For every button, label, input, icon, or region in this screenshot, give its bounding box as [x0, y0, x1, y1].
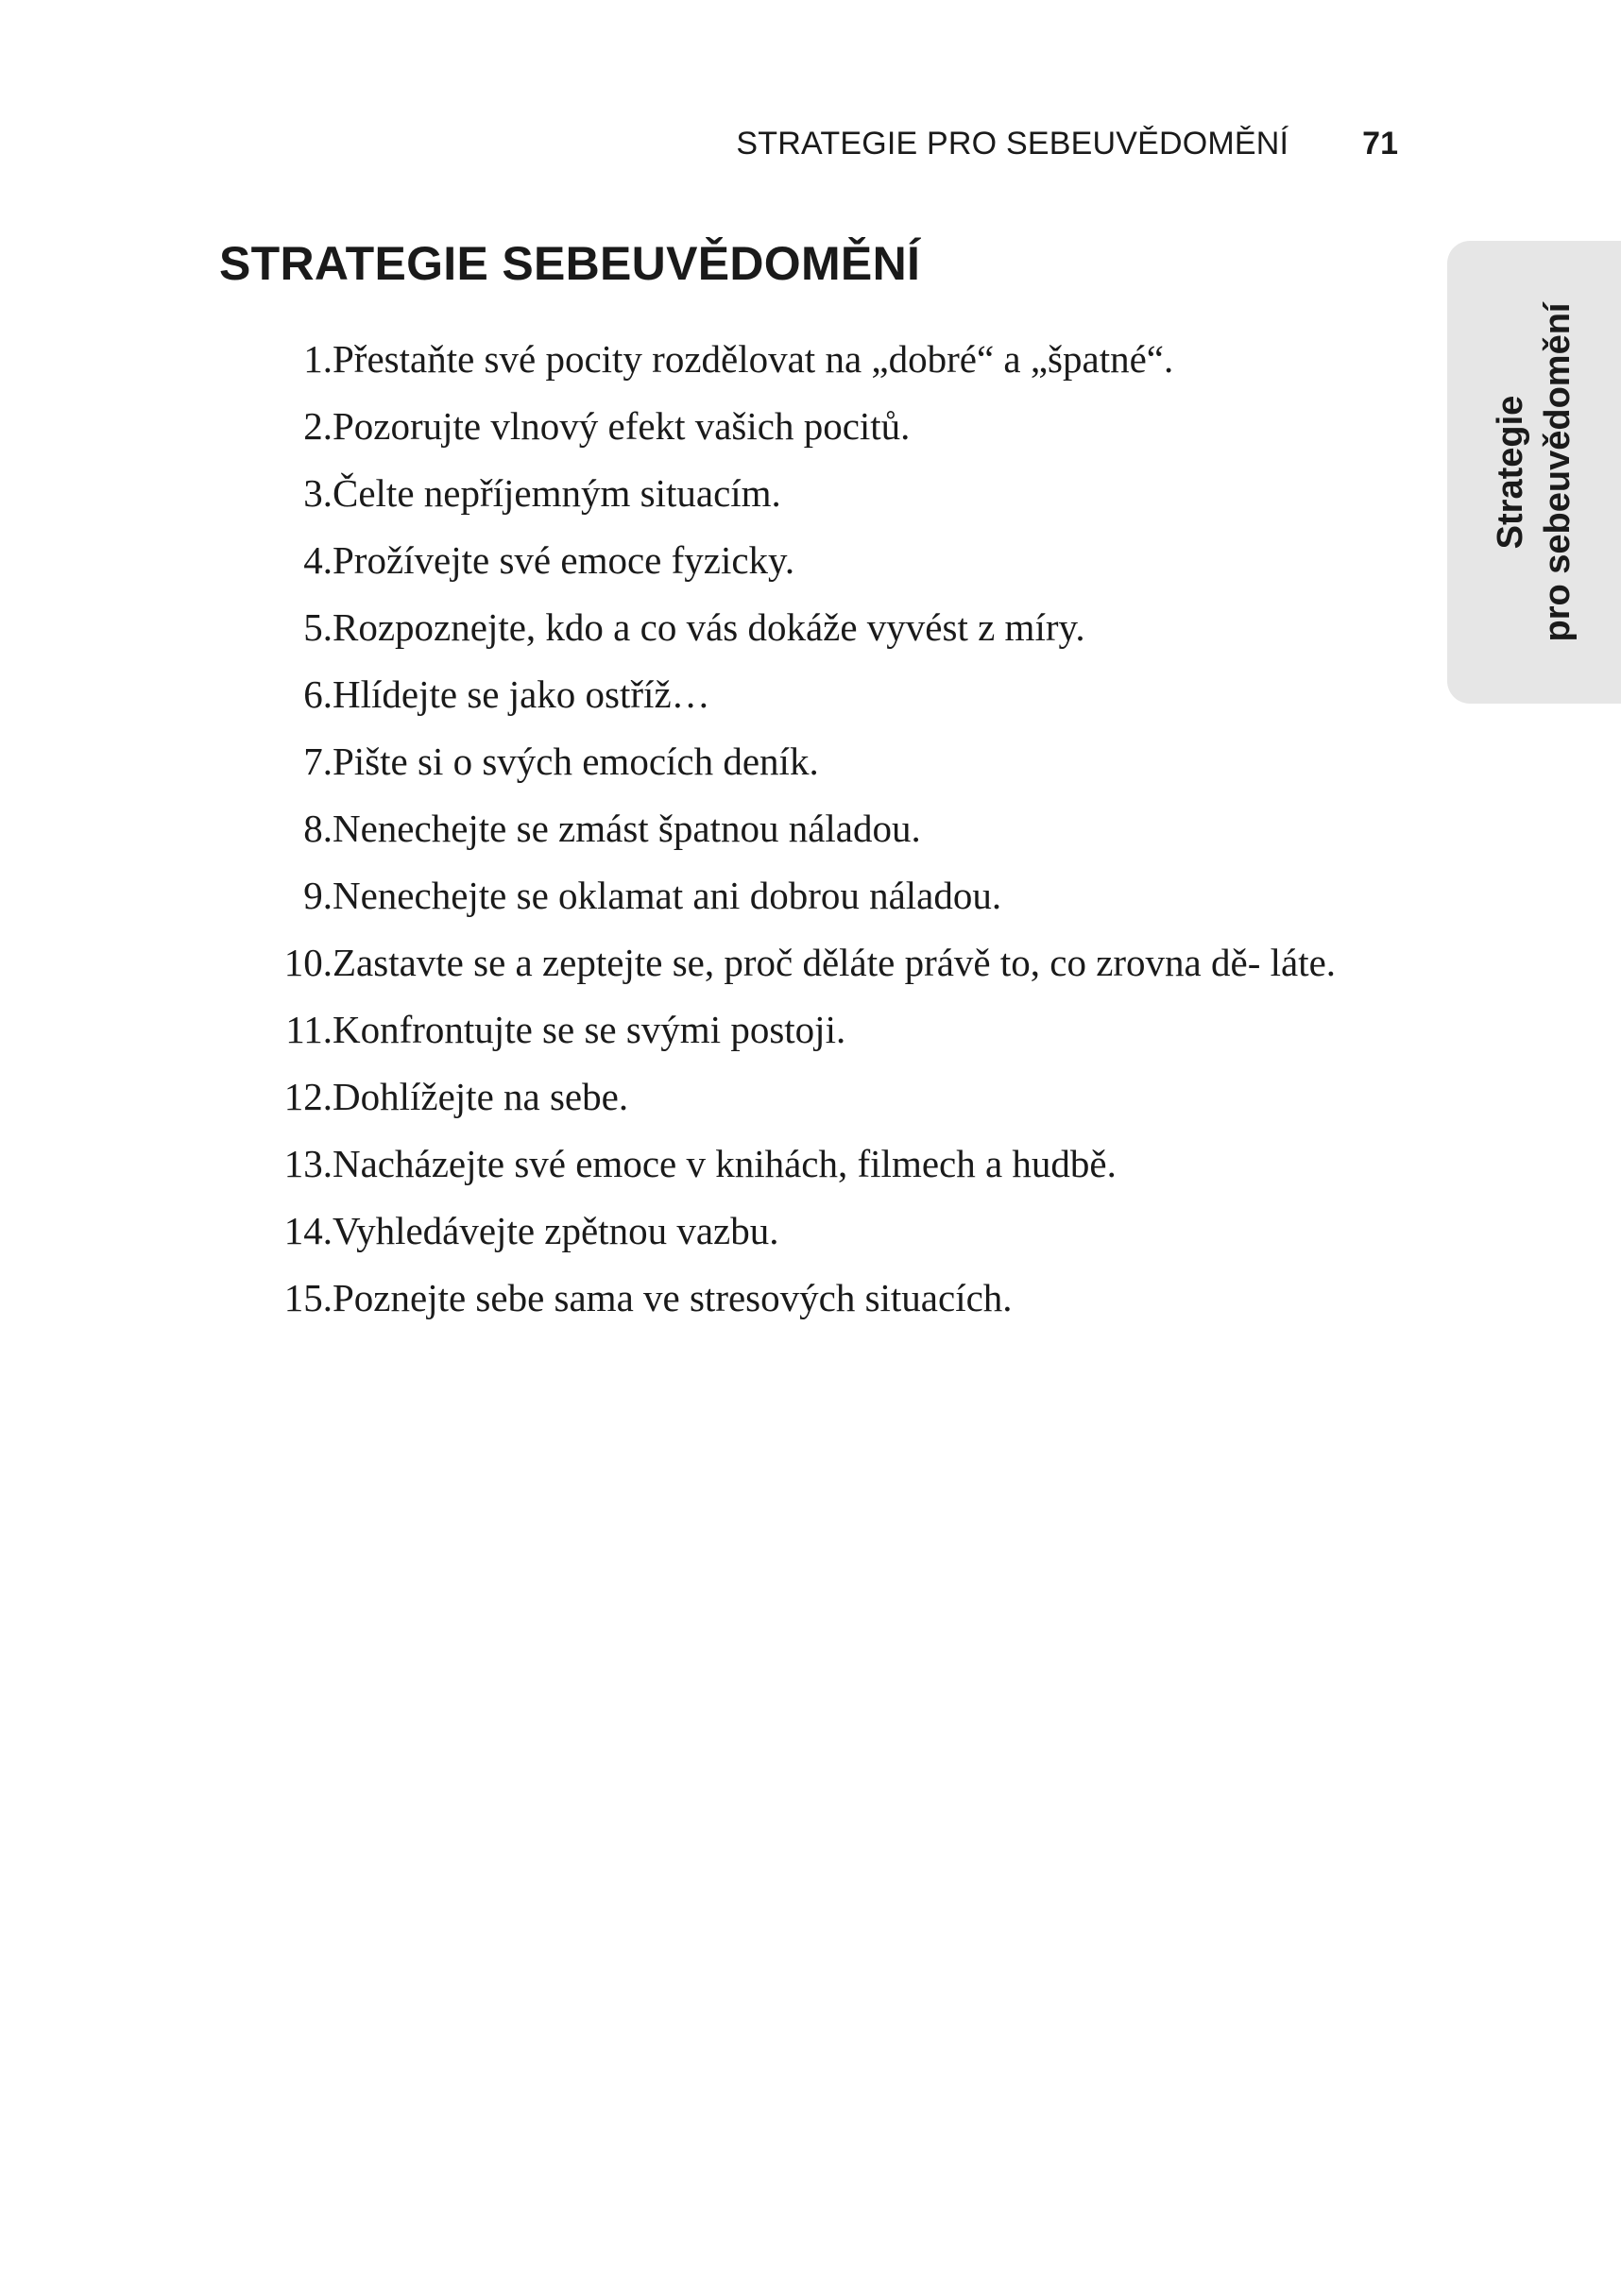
running-header — [661, 126, 1398, 173]
item-number: 3. — [303, 471, 333, 515]
item-number: 2. — [303, 404, 333, 448]
item-text: Rozpoznejte, kdo a co vás dokáže vyvést z míry. — [333, 605, 1085, 649]
list-item — [264, 594, 1389, 661]
item-number: 6. — [303, 672, 333, 716]
item-text: Pozorujte vlnový efekt vašich pocitů. — [333, 404, 911, 448]
item-text: Přestaňte své pocity rozdělovat na „dobré“ a „špatné“. — [333, 337, 1174, 381]
item-text: Prožívejte své emoce fyzicky. — [333, 538, 795, 582]
item-text: Čelte nepříjemným situacím. — [333, 471, 781, 515]
list-item — [264, 728, 1389, 795]
list-item — [264, 1063, 1389, 1131]
list-item — [264, 527, 1389, 594]
section-heading: STRATEGIE SEBEUVĚDOMĚNÍ — [219, 237, 921, 290]
item-text: Nacházejte své emoce v knihách, filmech a hudbě. — [333, 1142, 1117, 1185]
list-item — [264, 326, 1389, 393]
list-item — [264, 393, 1389, 460]
item-number: 8. — [303, 807, 333, 850]
side-tab-line-2: pro sebeuvědomění — [1538, 302, 1578, 642]
list-item — [264, 929, 1389, 996]
item-text: Nenechejte se zmást špatnou náladou. — [333, 807, 921, 850]
list-item — [264, 1131, 1389, 1198]
running-title: STRATEGIE PRO SEBEUVĚDOMĚNÍ — [736, 126, 1289, 162]
item-text: Pište si o svých emocích deník. — [333, 740, 819, 783]
item-text: Dohlížejte na sebe. — [333, 1075, 629, 1118]
side-tab-line-1: Strategie — [1491, 395, 1530, 550]
list-item — [264, 1198, 1389, 1265]
item-text: Zastavte se a zeptejte se, proč děláte právě to, co zrovna dě- láte. — [333, 941, 1337, 984]
list-item — [264, 862, 1389, 929]
item-text: Vyhledávejte zpětnou vazbu. — [333, 1209, 779, 1252]
item-number: 5. — [303, 605, 333, 649]
item-text: Poznejte sebe sama ve stresových situacích. — [333, 1276, 1013, 1319]
item-text: Hlídejte se jako ostříž… — [333, 672, 710, 716]
item-number: 12. — [283, 1075, 333, 1118]
item-text: Konfrontujte se se svými postoji. — [333, 1008, 846, 1051]
side-tab-text — [1487, 241, 1581, 704]
item-number: 15. — [283, 1276, 333, 1319]
list-item — [264, 1265, 1389, 1332]
page-number: 71 — [1362, 126, 1398, 162]
side-tab — [1447, 241, 1621, 704]
item-text: Nenechejte se oklamat ani dobrou náladou. — [333, 874, 1002, 917]
item-number: 14. — [283, 1209, 333, 1252]
item-number: 10. — [283, 941, 333, 984]
item-number: 4. — [303, 538, 333, 582]
item-number: 11. — [285, 1008, 333, 1051]
list-item — [264, 795, 1389, 862]
list-item — [264, 996, 1389, 1063]
item-number: 7. — [303, 740, 333, 783]
item-number: 1. — [303, 337, 333, 381]
strategy-list — [264, 326, 1389, 1332]
list-item — [264, 661, 1389, 728]
item-number: 13. — [283, 1142, 333, 1185]
item-number: 9. — [303, 874, 333, 917]
list-item — [264, 460, 1389, 527]
